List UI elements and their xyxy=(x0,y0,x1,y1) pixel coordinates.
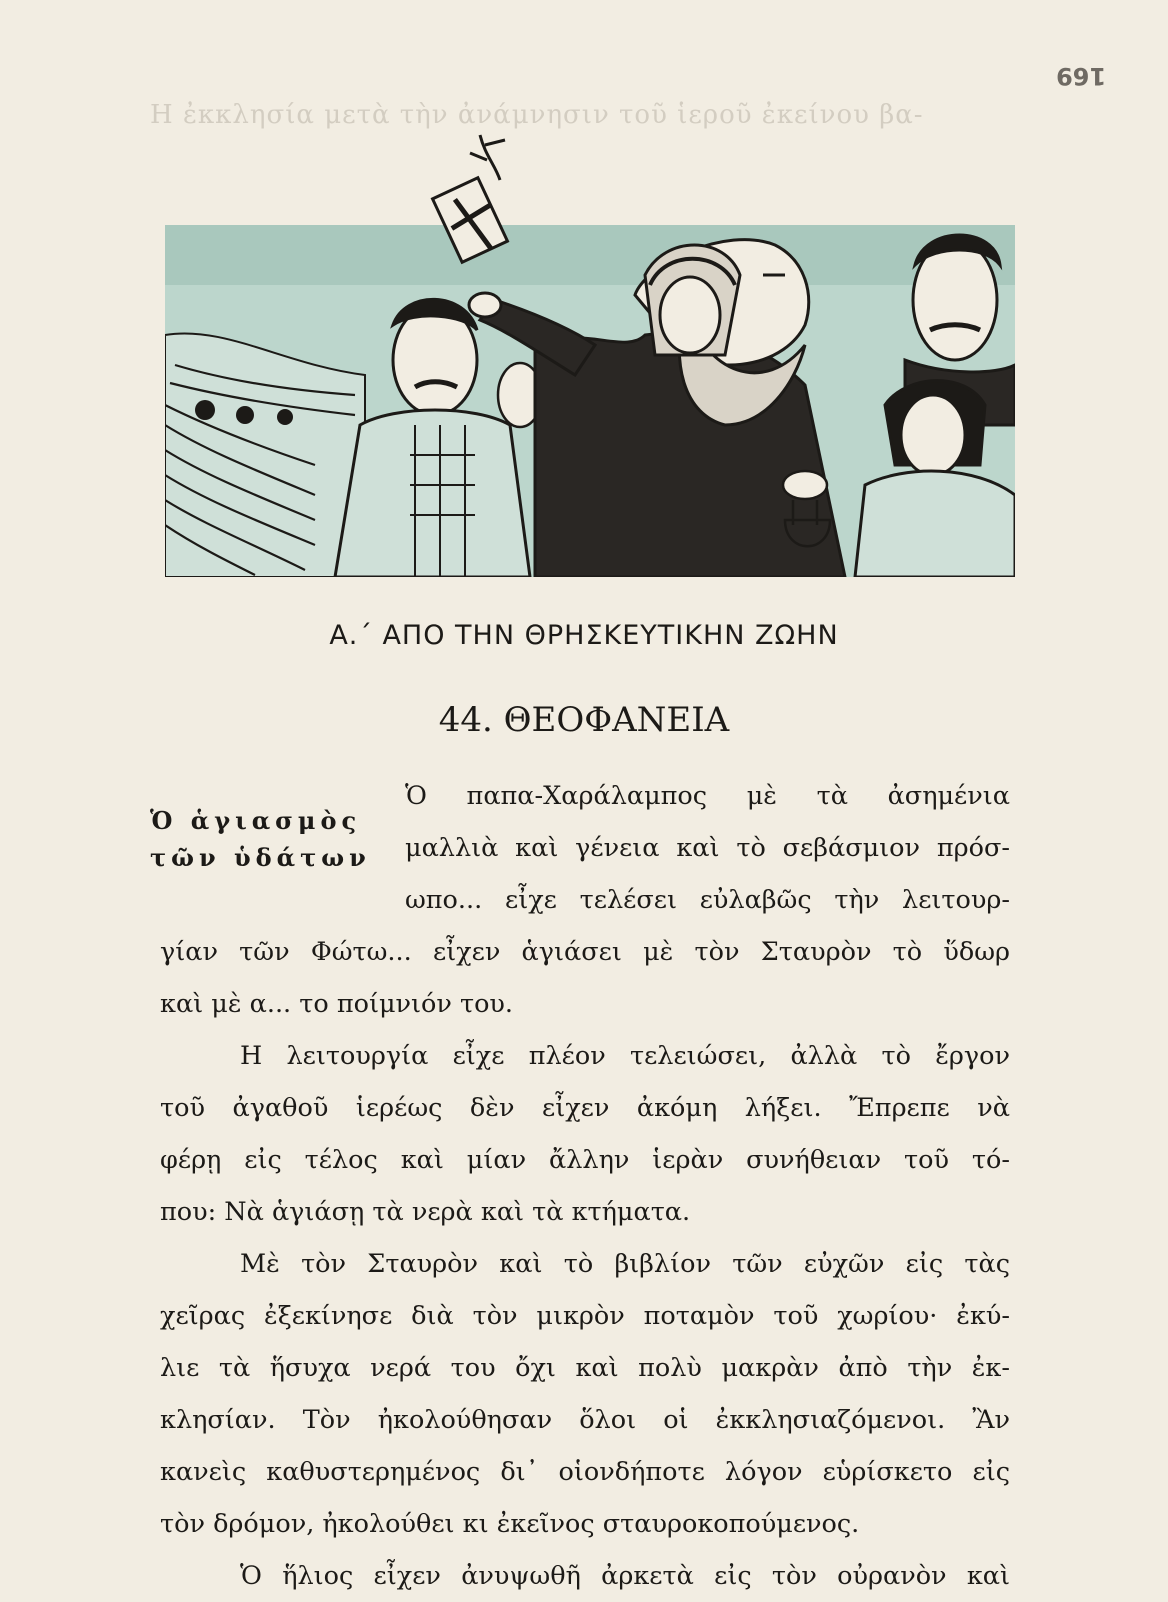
text-line: Μὲ τὸν Σταυρὸν καὶ τὸ βιβλίον τῶν εὐχῶν εἰς τὰς xyxy=(240,1249,1010,1279)
text-line: Ὁ ἥλιος εἶχεν ἀνυψωθῆ ἀρκετὰ εἰς τὸν οὐρανὸν καὶ xyxy=(240,1561,1010,1591)
text-line: φέρῃ εἰς τέλος καὶ μίαν ἄλλην ἱερὰν συνήθειαν τοῦ τό- xyxy=(160,1145,1010,1175)
text-line: μαλλιὰ καὶ γένεια καὶ τὸ σεβάσμιον πρόσ- xyxy=(405,833,1010,863)
bleed-through-text: Η ἐκκλησία μετὰ τὴν ἀνάμνησιν τοῦ ἱεροῦ ἐκείνου βα- xyxy=(150,100,924,130)
text-line: που: Νὰ ἁγιάσῃ τὰ νερὰ καὶ τὰ κτήματα. xyxy=(160,1197,691,1227)
text-line: ωπο... εἶχε τελέσει εὐλαβῶς τὴν λειτουρ- xyxy=(405,885,1010,915)
text-line: γίαν τῶν Φώτω... εἶχεν ἁγιάσει μὲ τὸν Σταυρὸν τὸ ὕδωρ xyxy=(160,937,1010,967)
text-line: Ὁ παπα-Χαράλαμπος μὲ τὰ ἀσημένια xyxy=(405,781,1010,811)
text-line: κανεὶς καθυστερημένος δι᾽ οἱονδήποτε λόγον εὑρίσκετο εἰς xyxy=(160,1457,1010,1487)
text-line: Η λειτουργία εἶχε πλέον τελειώσει, ἀλλὰ τὸ ἔργον xyxy=(240,1041,1010,1071)
text-line: τοῦ ἀγαθοῦ ἱερέως δὲν εἶχεν ἀκόμη λήξει. Ἔπρεπε νὰ xyxy=(160,1093,1010,1123)
text-line: λιε τὰ ἥσυχα νερά του ὄχι καὶ πολὺ μακρὰν ἀπὸ τὴν ἐκ- xyxy=(160,1353,1010,1383)
side-note-line: Ὁ ἁγιασμὸς xyxy=(150,806,362,835)
section-heading: Α.΄ ΑΠΟ ΤΗΝ ΘΡΗΣΚΕΥΤΙΚΗΝ ΖΩΗΝ xyxy=(329,620,839,651)
chapter-title: 44. ΘΕΟΦΑΝΕΙΑ xyxy=(438,700,730,740)
text-line: τὸν δρόμον, ἠκολούθει κι ἐκεῖνος σταυροκοπούμενος. xyxy=(160,1509,860,1539)
page-number: 169 xyxy=(1055,62,1106,90)
text-line: χεῖρας ἐξεκίνησε διὰ τὸν μικρὸν ποταμὸν τοῦ χωρίου· ἐκύ- xyxy=(160,1301,1010,1331)
text-line: κλησίαν. Τὸν ἠκολούθησαν ὅλοι οἱ ἐκκλησιαζόμενοι. Ἂν xyxy=(160,1405,1010,1435)
text-line: καὶ μὲ α... το ποίμνιόν του. xyxy=(160,989,514,1019)
epiphany-procession-illustration xyxy=(165,125,1015,577)
side-note-line: τῶν ὑδάτων xyxy=(150,843,371,872)
body-text xyxy=(160,770,1010,1602)
